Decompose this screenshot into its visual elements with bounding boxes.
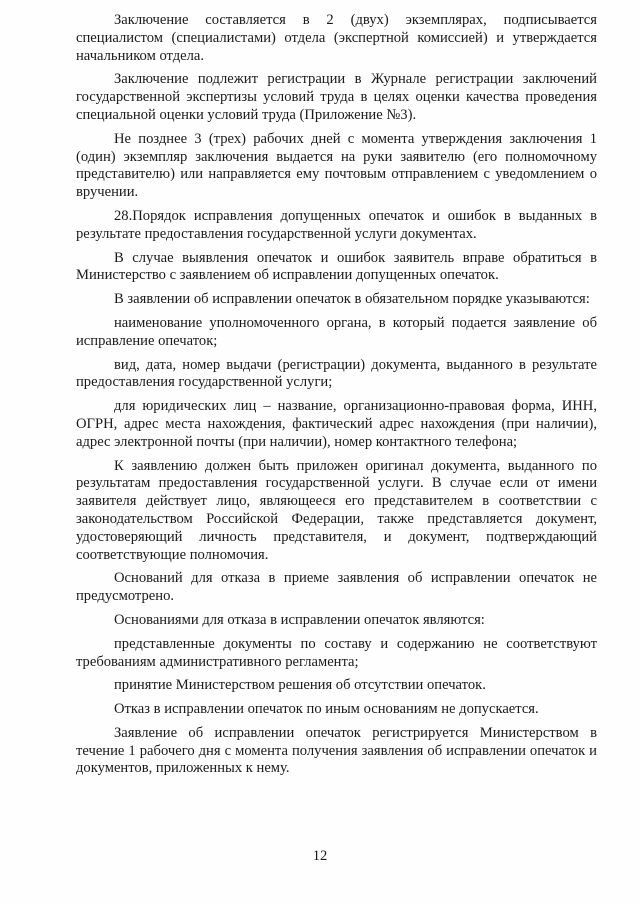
paragraph-registration-term: Заявление об исправлении опечаток регистрируется Министерством в течение 1 рабочего дня с момента получения заявления об исправлении опечаток и документов, приложенных к нему. [76,724,597,777]
paragraph-conclusion-delivery: Не позднее 3 (трех) рабочих дней с момента утверждения заключения 1 (один) экземпляр заключения выдается на руки заявителю (его полномочному представителю) или направляется ему почтовым отправлением с уведомлением о вручении. [76,130,597,201]
paragraph-section-28-heading: 28.Порядок исправления допущенных опечаток и ошибок в выданных в результате предоставления государственной услуги документах. [76,207,597,242]
paragraph-error-detection: В случае выявления опечаток и ошибок заявитель вправе обратиться в Министерство с заявлением об исправлении допущенных опечаток. [76,249,597,284]
paragraph-conclusion-registration: Заключение подлежит регистрации в Журнале регистрации заключений государственной экспертизы условий труда в целях оценки качества проведения специальной оценки условий труда (Приложение №3). [76,71,597,123]
paragraph-original-document: К заявлению должен быть приложен оригинал документа, выданного по результатам предоставления государственной услуги. В случае если от имени заявителя действует лицо, являющееся его представителем в соответствии с законодательством Российской Федерации, также представляется документ, удостоверяющий личность представителя, и документ, подтверждающий соответствующие полномочия. [76,457,597,563]
paragraph-other-refusal: Отказ в исправлении опечаток по иным основаниям не допускается. [114,701,539,718]
paragraph-authority-name: наименование уполномоченного органа, в который подается заявление об исправление опечаток; [76,314,597,349]
paragraph-application-contents: В заявлении об исправлении опечаток в обязательном порядке указываются: [114,291,590,308]
paragraph-conclusion-copies: Заключение составляется в 2 (двух) экземплярах, подписывается специалистом (специалистами) отдела (экспертной комиссией) и утверждается начальником отдела. [76,12,597,64]
paragraph-refusal-grounds: Основаниями для отказа в исправлении опечаток являются: [114,611,485,628]
paragraph-document-details: вид, дата, номер выдачи (регистрации) документа, выданного в результате предоставления государственной услуги; [76,356,597,391]
document-body [76,12,597,784]
paragraph-no-refusal-grounds: Оснований для отказа в приеме заявления об исправлении опечаток не предусмотрено. [76,570,597,605]
paragraph-non-compliance: представленные документы по составу и содержанию не соответствуют требованиям административного регламента; [76,635,597,670]
paragraph-no-errors-decision: принятие Министерством решения об отсутствии опечаток. [114,677,486,694]
paragraph-legal-entities: для юридических лиц – название, организационно-правовая форма, ИНН, ОГРН, адрес места нахождения, фактический адрес нахождения (при наличии), адрес электронной почты (при наличии), номер контактного телефона; [76,398,597,450]
page-number: 12 [312,848,328,864]
